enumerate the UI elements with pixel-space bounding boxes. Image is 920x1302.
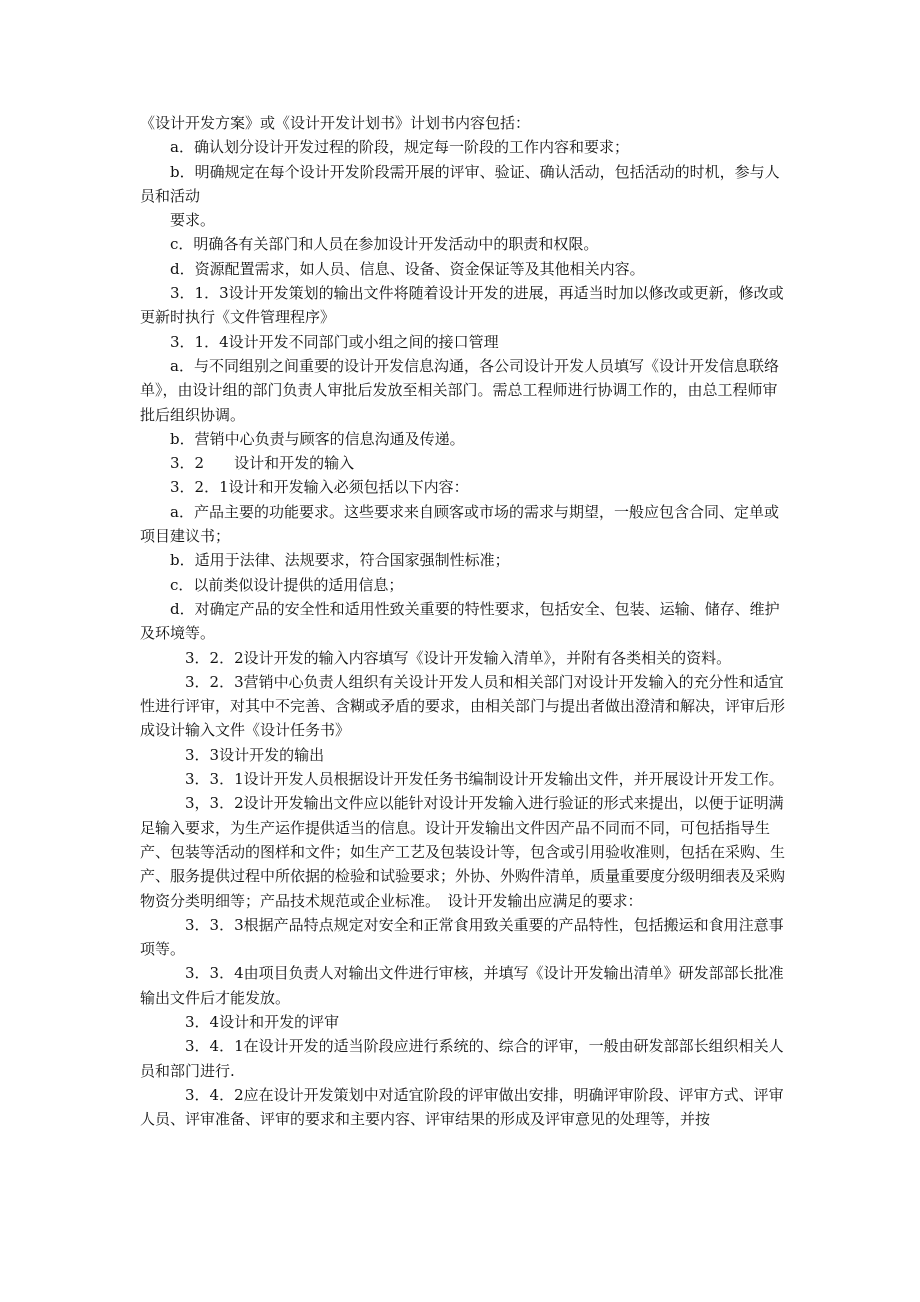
list-item-d: d．资源配置需求，如人员、信息、设备、资金保证等及其他相关内容。: [170, 259, 645, 278]
clause-3-1-4-b: b．营销中心负责与顾客的信息沟通及传递。: [170, 429, 465, 448]
clause-3-2-1-b: b．适用于法律、法规要求，符合国家强制性标准；: [170, 551, 510, 570]
intro-paragraph: 《设计开发方案》或《设计开发计划书》计划书内容包括：: [140, 114, 531, 132]
clause-3-3-2: 3，3．2设计开发输出文件应以能针对设计开发输入进行验证的形式来提出，以便于证明满足输入要求，为生产运作提供适当的信息。设计开发输出文件因产品不同而不同，可包括指导生产、包装等活动的图样和文件；如生产工艺及包装设计等，包含或引用验收准则，包括在采购、生产、服务提供过程中所依据的检验和试验要求；外协、外购件清单，质量重要度分级明细表及采购物资分类明细等；产品技术规范或企业标准。 设计开发输出应满足的要求：: [140, 794, 786, 910]
clause-3-3-4: 3．3．4由项目负责人对输出文件进行审核，并填写《设计开发输出清单》研发部部长批准输出文件后才能发放。: [140, 964, 784, 1007]
clause-3-4-2: 3．4．2应在设计开发策划中对适宜阶段的评审做出安排，明确评审阶段、评审方式、评审人员、评审准备、评审的要求和主要内容、评审结果的形成及评审意见的处理等，并按: [140, 1085, 784, 1129]
clause-3-3-3: 3．3．3根据产品特点规定对安全和正常食用致关重要的产品特性，包括搬运和食用注意事项等。: [140, 915, 784, 959]
list-item-b: b．明确规定在每个设计开发阶段需开展的评审、验证、确认活动，包括活动的时机，参与人员和活动: [140, 162, 780, 205]
clause-3-2-3: 3．2．3营销中心负责人组织有关设计开发人员和相关部门对设计开发输入的充分性和适宜性进行评审，对其中不完善、含糊或矛盾的要求，由相关部门与提出者做出澄清和解决，评审后形成设计输入文件《设计任务书》: [140, 672, 786, 740]
list-item-a: a．确认划分设计开发过程的阶段，规定每一阶段的工作内容和要求；: [170, 138, 629, 157]
clause-3-2-1-c: c．以前类似设计提供的适用信息；: [170, 575, 404, 594]
clause-3-4-1: 3．4．1在设计开发的适当阶段应进行系统的、综合的评审，一般由研发部部长组织相关人员和部门进行.: [140, 1037, 784, 1080]
section-3-3-heading: 3．3设计开发的输出: [185, 745, 325, 764]
clause-3-1-4: 3．1．4设计开发不同部门或小组之间的接口管理: [170, 332, 499, 351]
clause-3-2-1-a: a．产品主要的功能要求。这些要求来自顾客或市场的需求与期望，一般应包含合同、定单或项目建议书；: [140, 502, 779, 546]
section-3-2-heading: 3．2 设计和开发的输入: [170, 454, 355, 473]
document-body: [140, 111, 790, 1131]
clause-3-1-3: 3．1．3设计开发策划的输出文件将随着设计开发的进展，再适当时加以修改或更新，修改或更新时执行《文件管理程序》: [140, 284, 784, 327]
clause-3-3-1: 3．3．1设计开发人员根据设计开发任务书编制设计开发输出文件，并开展设计开发工作。: [185, 770, 784, 789]
clause-3-2-2: 3．2．2设计开发的输入内容填写《设计开发输入清单》，并附有各类相关的资料。: [185, 648, 732, 667]
clause-3-2-1: 3．2．1设计和开发输入必须包括以下内容：: [170, 478, 469, 497]
section-3-4-heading: 3．4设计和开发的评审: [185, 1012, 340, 1031]
list-item-c: c．明确各有关部门和人员在参加设计开发活动中的职责和权限。: [170, 235, 599, 254]
clause-3-1-4-a: a．与不同组别之间重要的设计开发信息沟通，各公司设计开发人员填写《设计开发信息联络单》，由设计组的部门负责人审批后发放至相关部门。需总工程师进行协调工作的，由总工程师审批后组织协调。: [140, 356, 779, 424]
list-item-b-continued: 要求。: [170, 211, 216, 230]
clause-3-2-1-d: d．对确定产品的安全性和适用性致关重要的特性要求，包括安全、包装、运输、储存、维护及环境等。: [140, 599, 780, 643]
